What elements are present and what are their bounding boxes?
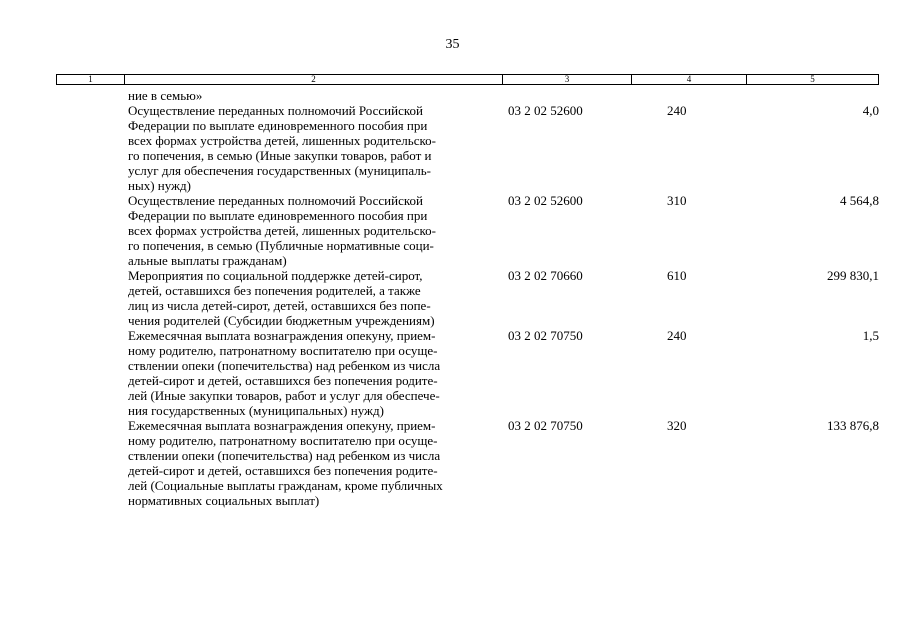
header-col-3: 3 — [503, 75, 632, 84]
description-line: всех формах устройства детей, лишенных родительско- — [128, 223, 436, 238]
row-amount: 4,0 — [862, 103, 879, 118]
row-amount: 133 876,8 — [827, 418, 879, 433]
description-line: альные выплаты гражданам) — [128, 253, 287, 268]
row-expense-type: 610 — [667, 268, 687, 283]
description-line: ному родителю, патронатному воспитателю при осуще- — [128, 433, 438, 448]
row-description — [128, 193, 496, 268]
row-code: 03 2 02 70750 — [508, 418, 583, 433]
description-line: Осуществление переданных полномочий Российской — [128, 193, 423, 208]
description-line: лиц из числа детей-сирот, детей, оставшихся без попе- — [128, 298, 431, 313]
row-description — [128, 268, 496, 328]
row-col-1 — [56, 88, 128, 103]
row-expense-type: 320 — [667, 418, 687, 433]
row-code: 03 2 02 70750 — [508, 328, 583, 343]
row-amount: 4 564,8 — [840, 193, 879, 208]
row-code: 03 2 02 70660 — [508, 268, 583, 283]
description-line: лей (Социальные выплаты гражданам, кроме публичных — [128, 478, 443, 493]
row-expense-type — [629, 88, 739, 103]
row-col-1 — [56, 418, 128, 508]
row-amount: 299 830,1 — [827, 268, 879, 283]
description-line: ствлении опеки (попечительства) над ребенком из числа — [128, 448, 441, 463]
table-body — [56, 88, 879, 508]
table-row — [56, 88, 879, 103]
row-code: 03 2 02 52600 — [508, 103, 583, 118]
description-line: го попечения, в семью (Иные закупки товаров, работ и — [128, 148, 432, 163]
row-description — [128, 88, 496, 103]
row-expense-type: 240 — [667, 103, 687, 118]
row-amount: 1,5 — [862, 328, 879, 343]
description-line: нормативных социальных выплат) — [128, 493, 320, 508]
row-expense-type: 310 — [667, 193, 687, 208]
row-amount — [739, 88, 879, 103]
description-line: ному родителю, патронатному воспитателю при осуще- — [128, 343, 438, 358]
row-col-1 — [56, 268, 128, 328]
header-col-4: 4 — [632, 75, 747, 84]
row-col-1 — [56, 103, 128, 193]
description-line: детей, оставшихся без попечения родителей, а также — [128, 283, 421, 298]
row-expense-type: 240 — [667, 328, 687, 343]
row-description — [128, 328, 496, 418]
table-row — [56, 268, 879, 328]
row-description — [128, 103, 496, 193]
row-code: 03 2 02 52600 — [508, 193, 583, 208]
row-col-1 — [56, 193, 128, 268]
description-line: лей (Иные закупки товаров, работ и услуг для обеспече- — [128, 388, 440, 403]
description-line: Осуществление переданных полномочий Российской — [128, 103, 423, 118]
description-line: Мероприятия по социальной поддержке детей-сирот, — [128, 268, 423, 283]
description-line: Федерации по выплате единовременного пособия при — [128, 208, 428, 223]
header-col-2: 2 — [125, 75, 503, 84]
description-line: го попечения, в семью (Публичные нормативные соци- — [128, 238, 434, 253]
row-description — [128, 418, 496, 508]
table-header — [56, 74, 879, 85]
description-line: Ежемесячная выплата вознаграждения опекуну, прием- — [128, 328, 436, 343]
table-row — [56, 418, 879, 508]
description-line: детей-сирот и детей, оставшихся без попечения родите- — [128, 463, 438, 478]
description-line: ствлении опеки (попечительства) над ребенком из числа — [128, 358, 441, 373]
row-col-1 — [56, 328, 128, 418]
description-line: Ежемесячная выплата вознаграждения опекуну, прием- — [128, 418, 436, 433]
description-line: услуг для обеспечения государственных (муниципаль- — [128, 163, 431, 178]
page-number: 35 — [445, 37, 460, 52]
description-line: ния государственных (муниципальных) нужд) — [128, 403, 384, 418]
description-line: детей-сирот и детей, оставшихся без попечения родите- — [128, 373, 438, 388]
header-col-5: 5 — [810, 74, 815, 84]
description-line: чения родителей (Субсидии бюджетным учреждениям) — [128, 313, 435, 328]
description-line: Федерации по выплате единовременного пособия при — [128, 118, 428, 133]
table-row — [56, 193, 879, 268]
description-line: ние в семью» — [128, 88, 203, 103]
description-line: всех формах устройства детей, лишенных родительско- — [128, 133, 436, 148]
header-col-1: 1 — [57, 75, 125, 84]
description-line: ных) нужд) — [128, 178, 191, 193]
table-row — [56, 103, 879, 193]
table-row — [56, 328, 879, 418]
row-code — [496, 88, 629, 103]
